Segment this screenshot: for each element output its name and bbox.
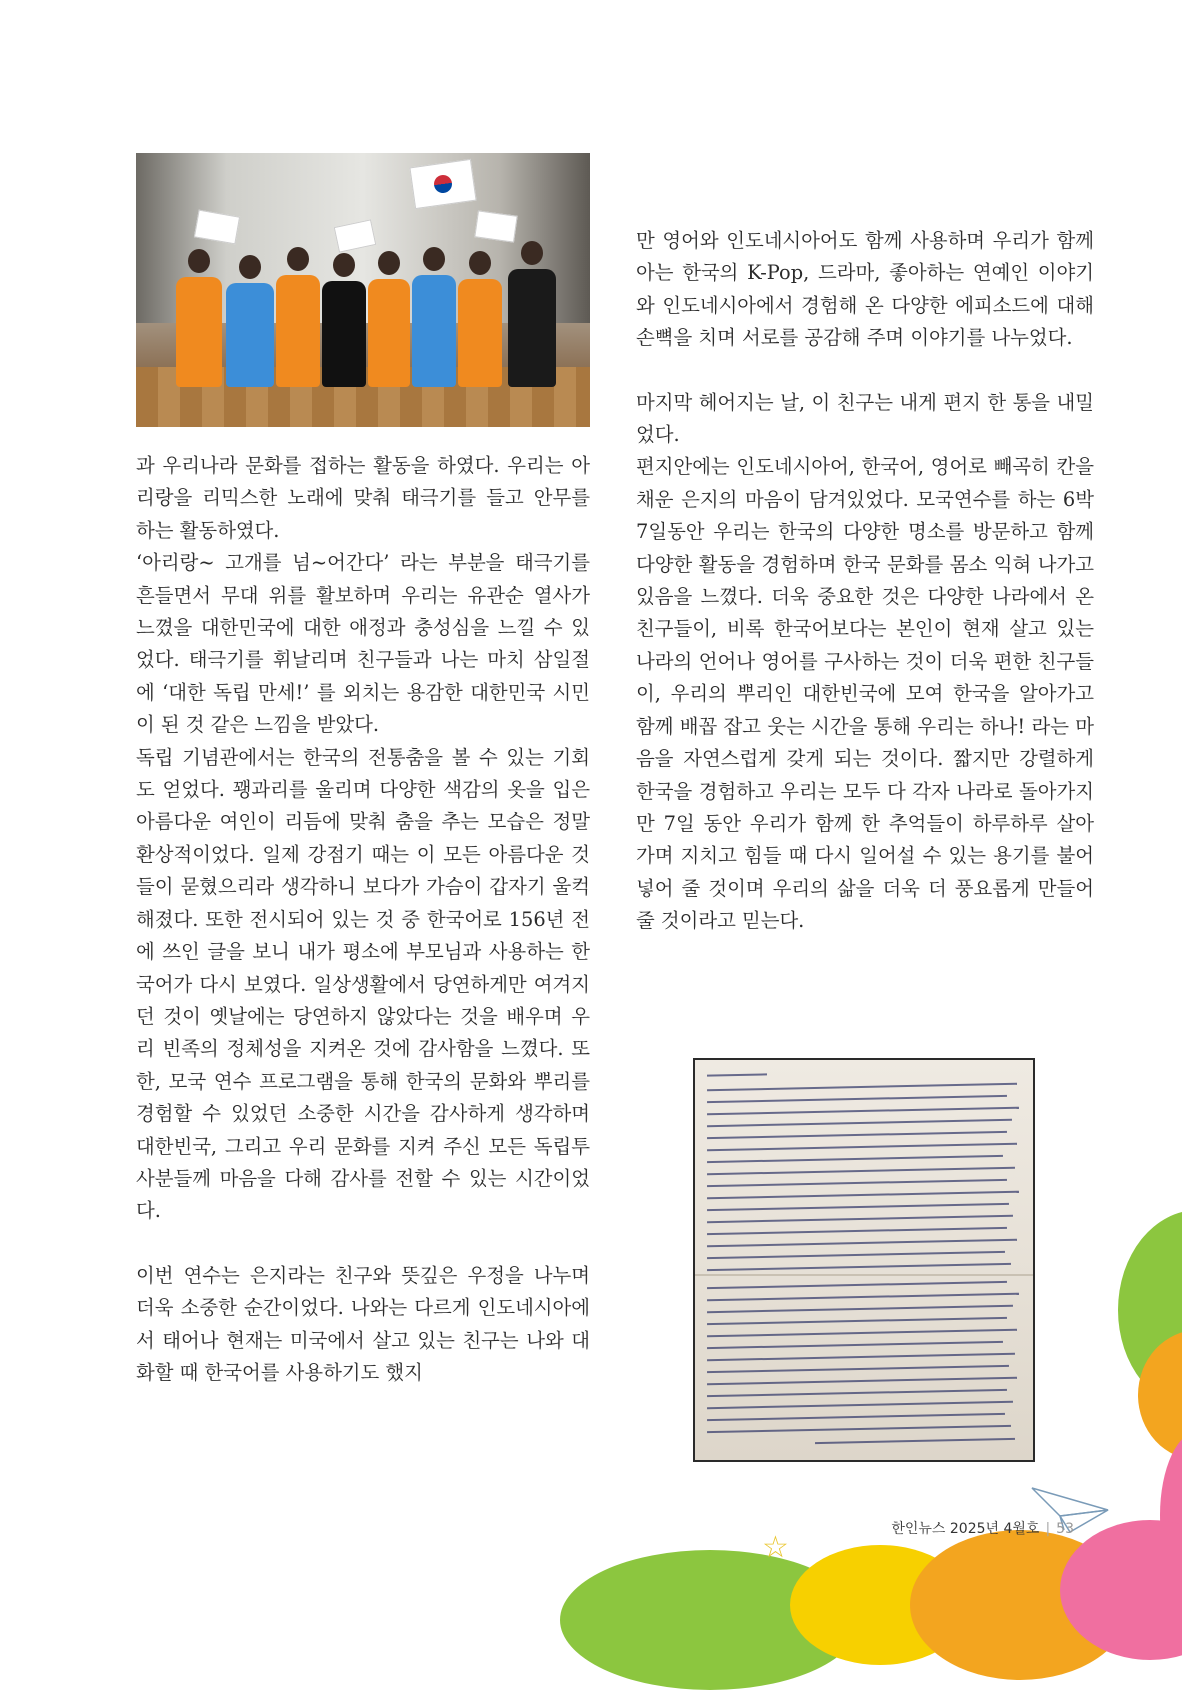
korean-flag-icon xyxy=(409,159,476,209)
paragraph: 마지막 헤어지는 날, 이 친구는 내게 편지 한 통을 내밀었다. xyxy=(636,390,1094,447)
article-left-column xyxy=(136,450,590,1389)
footer-separator: | xyxy=(1045,1521,1051,1537)
paragraph: 편지안에는 인도네시아어, 한국어, 영어로 빼곡히 칸을 채운 은지의 마음이 담겨있었다. 모국연수를 하는 6박 7일동안 우리는 한국의 다양한 명소를 방문하고 함께 다양한 활동을 경험하며 한국 문화를 몸소 익혀 나가고 있음을 느꼈다. 더욱 중요한 것은 다양한 나라에서 온 친구들이, 비록 한국어보다는 본인이 현재 살고 있는 나라의 언어나 영어를 구사하는 것이 더욱 편한 친구들이, 우리의 뿌리인 대한빈국에 모여 한국을 알아가고 함께 배꼽 잡고 웃는 시간을 통해 우리는 하나! 라는 마음을 자연스럽게 갖게 되는 것이다. 짧지만 강렬하게 한국을 경험하고 우리는 모두 다 각자 나라로 돌아가지만 7일 동안 우리가 함께 한 추억들이 하루하루 살아 가며 지치고 힘들 때 다시 일어설 수 있는 용기를 불어넣어 줄 것이며 우리의 삶을 더욱 더 풍요롭게 만들어 줄 것이라고 믿는다. xyxy=(636,455,1094,933)
paragraph: 독립 기념관에서는 한국의 전통춤을 볼 수 있는 기회도 얻었다. 꽹과리를 울리며 다양한 색감의 옷을 입은 아름다운 여인이 리듬에 맞춰 춤을 추는 모습은 정말 환상적이었다. 일제 강점기 때는 이 모든 아름다운 것들이 묻혔으리라 생각하니 보다가 가슴이 갑자기 울컥해졌다. 또한 전시되어 있는 것 중 한국어로 156년 전에 쓰인 글을 보니 내가 평소에 부모님과 사용하는 한국어가 다시 보였다. 일상생활에서 당연하게만 여겨지던 것이 옛날에는 당연하지 않았다는 것을 배우며 우리 빈족의 정체성을 지켜온 것에 감사함을 느꼈다. 또한, 모국 연수 프로그램을 통해 한국의 문화와 뿌리를 경험할 수 있었던 소중한 시간을 감사하게 생각하며 대한빈국, 그리고 우리 문화를 지켜 주신 모든 독립투사분들께 마음을 다해 감사를 전할 수 있는 시간이었다. xyxy=(136,745,590,1223)
person xyxy=(276,275,320,387)
paragraph: ‘아리랑~ 고개를 넘~어간다’ 라는 부분을 태극기를 흔들면서 무대 위를 활보하며 우리는 유관순 열사가 느꼈을 대한민국에 대한 애정과 충성심을 느낄 수 있었다. 태극기를 휘날리며 친구들과 나는 마치 삼일절에 ‘대한 독립 만세!’ 를 외치는 용감한 대한민국 시민이 된 것 같은 느낌을 받았다. xyxy=(136,551,590,737)
letter-fold xyxy=(695,1274,1033,1276)
person xyxy=(508,269,556,387)
page-footer xyxy=(891,1518,1074,1538)
person xyxy=(458,279,502,387)
paragraph: 이번 연수는 은지라는 친구와 뜻깊은 우정을 나누며 더욱 소중한 순간이었다. 나와는 다르게 인도네시아에서 태어나 현재는 미국에서 살고 있는 친구는 나와 대화할 때 한국어를 사용하기도 했지 xyxy=(136,1263,590,1384)
publication-name: 한인뉴스 2025년 4월호 xyxy=(891,1521,1040,1537)
handwritten-letter-photo xyxy=(693,1058,1035,1462)
person xyxy=(176,277,222,387)
paragraph: 만 영어와 인도네시아어도 함께 사용하며 우리가 함께 아는 한국의 K-Pop, 드라마, 좋아하는 연예인 이야기와 인도네시아에서 경험해 온 다양한 에피소드에 대해 손뼉을 치며 서로를 공감해 주며 이야기를 나누었다. xyxy=(636,229,1094,350)
person xyxy=(368,279,410,387)
star-icon: ☆ xyxy=(762,1530,789,1565)
article-right-column xyxy=(636,225,1094,938)
page-number: 53 xyxy=(1056,1521,1074,1537)
person xyxy=(226,283,274,387)
person xyxy=(412,275,456,387)
korean-flag-icon xyxy=(474,210,517,242)
person xyxy=(322,281,366,387)
paragraph: 과 우리나라 문화를 접하는 활동을 하였다. 우리는 아리랑을 리믹스한 노래에 맞춰 태극기를 들고 안무를 하는 활동하였다. xyxy=(136,454,590,542)
group-photo xyxy=(136,153,590,427)
